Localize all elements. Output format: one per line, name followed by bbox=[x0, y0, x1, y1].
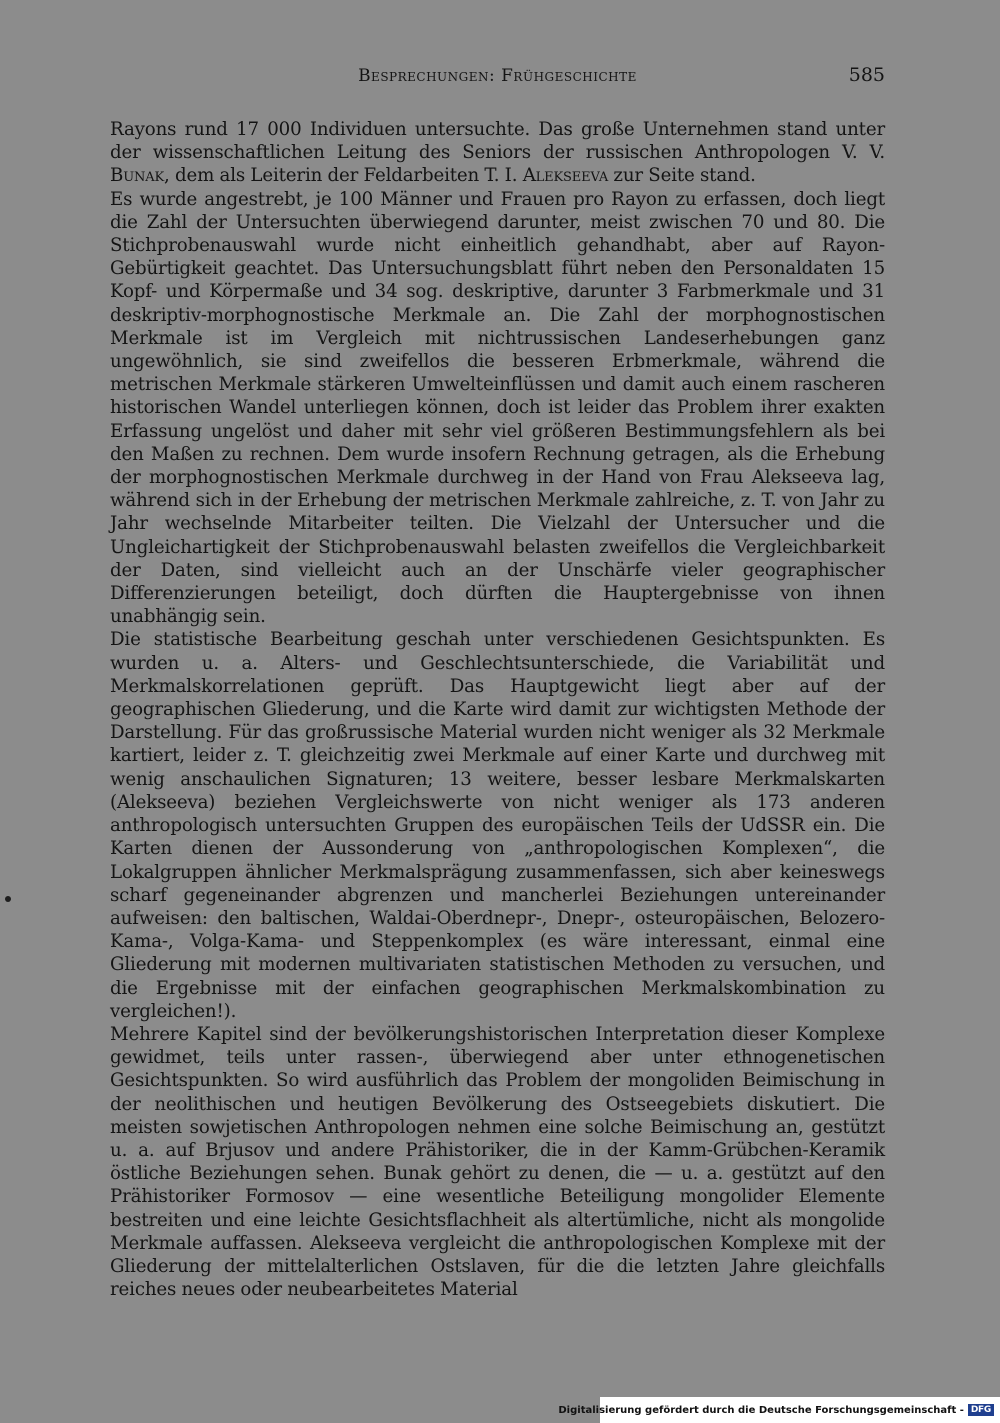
digitization-footer bbox=[558, 1403, 994, 1417]
author-name: Alekseeva bbox=[522, 165, 609, 187]
paragraph bbox=[110, 628, 885, 1022]
text-segment: zur Seite stand. bbox=[608, 165, 756, 187]
author-name: Bunak bbox=[110, 165, 165, 187]
body-text bbox=[110, 118, 885, 1301]
paragraph bbox=[110, 1023, 885, 1301]
paragraph bbox=[110, 188, 885, 629]
text-segment: Rayons rund 17 000 Individuen untersuchte. Das große Unternehmen stand unter der wissenschaftlichen Leitung des Seniors der russischen Anthropologen V. V. bbox=[110, 119, 885, 164]
text-segment: Mehrere Kapitel sind der bevölkerungshistorischen Interpretation dieser Komplexe gewidmet, teils unter rassen-, überwiegend aber unter ethnogenetischen Gesichtspunkten. So wird ausführlich das Problem der mongoliden Beimischung in der neolithischen und heutigen Bevölkerung des Ostseegebiets diskutiert. Die meisten sowjetischen Anthropologen nehmen eine solche Beimischung an, gestützt u. a. auf Brjusov und andere Prähistoriker, die in der Kamm-Grübchen-Keramik östliche Beziehungen sehen. Bunak gehört zu denen, die — u. a. gestützt auf den Prähistoriker Formosov — eine wesentliche Beteiligung mongolider Elemente bestreiten und eine leichte Gesichtsflachheit als altertümliche, nicht als mongolide Merkmale auffassen. Alekseeva vergleicht die anthropologischen Komplexe mit der Gliederung der mittelalterlichen Ostslaven, für die die letzten Jahre gleichfalls reiches neues oder neubearbeitetes Material bbox=[110, 1023, 885, 1301]
running-title: Besprechungen: Frühgeschichte bbox=[358, 66, 637, 86]
dfg-logo-icon: DFG bbox=[968, 1404, 994, 1416]
paragraph bbox=[110, 118, 885, 188]
text-segment: Es wurde angestrebt, je 100 Männer und Frauen pro Rayon zu erfassen, doch liegt die Zahl der Untersuchten überwiegend darunter, meist zwischen 70 und 80. Die Stichprobenauswahl wurde nicht einheitlich gehandhabt, aber auf Rayon-Gebürtigkeit geachtet. Das Untersuchungsblatt führt neben den Personaldaten 15 Kopf- und Körpermaße und 34 sog. deskriptive, darunter 3 Farbmerkmale und 31 deskriptiv-morphognostische Merkmale an. Die Zahl der morphognostischen Merkmale ist im Vergleich mit nichtrussischen Landeserhebungen ganz ungewöhnlich, sie sind zweifellos die besseren Erbmerkmale, während die metrischen Merkmale stärkeren Umwelteinflüssen und damit auch einem rascheren historischen Wandel unterliegen können, doch ist leider das Problem ihrer exakten Erfassung ungelöst und daher mit sehr viel größeren Bestimmungsfehlern als bei den Maßen zu rechnen. Dem wurde insofern Rechnung getragen, als die Erhebung der morphognostischen Merkmale durchweg in der Hand von Frau Alekseeva lag, während sich in der Erhebung der metrischen Merkmale zahlreiche, z. T. von Jahr zu Jahr wechselnde Mitarbeiter teilten. Die Vielzahl der Untersucher und die Ungleichartigkeit der Stichprobenauswahl belasten zweifellos die Vergleichbarkeit der Daten, sind vielleicht auch an der Unschärfe vieler geographischer Differenzierungen beteiligt, doch dürften die Hauptergebnisse von ihnen unabhängig sein. bbox=[110, 188, 885, 628]
page-header bbox=[110, 62, 885, 92]
footer-credit: Digitalisierung gefördert durch die Deutsche Forschungsgemeinschaft - bbox=[558, 1404, 964, 1416]
page-number: 585 bbox=[848, 64, 885, 86]
text-segment: Die statistische Bearbeitung geschah unter verschiedenen Gesichtspunkten. Es wurden u. a. Alters- und Geschlechtsunterschiede, die Variabilität und Merkmalskorrelationen geprüft. Das Hauptgewicht liegt aber auf der geographischen Gliederung, und die Karte wird damit zur wichtigsten Methode der Darstellung. Für das großrussische Material wurden nicht weniger als 32 Merkmale kartiert, leider z. T. gleichzeitig zwei Merkmale auf einer Karte und durchweg mit wenig anschaulichen Signaturen; 13 weitere, besser lesbare Merkmalskarten (Alekseeva) beziehen Vergleichswerte von nicht weniger als 173 anderen anthropologisch untersuchten Gruppen des europäischen Teils der UdSSR ein. Die Karten dienen der Aussonderung von „anthropologischen Komplexen“, die Lokalgruppen ähnlicher Merkmalsprägung zusammenfassen, sich aber keineswegs scharf gegeneinander abgrenzen und mancherlei Beziehungen untereinander aufweisen: den baltischen, Waldai-Oberdnepr-, Dnepr-, osteuropäischen, Belozero-Kama-, Volga-Kama- und Steppenkomplex (es wäre interessant, einmal eine Gliederung mit modernen multivariaten statistischen Methoden zu versuchen, und die Ergebnisse mit der einfachen geographischen Merkmalskombination zu vergleichen!). bbox=[110, 629, 885, 1022]
text-segment: , dem als Leiterin der Feldarbeiten T. I. bbox=[164, 165, 523, 187]
margin-dot bbox=[5, 896, 11, 902]
